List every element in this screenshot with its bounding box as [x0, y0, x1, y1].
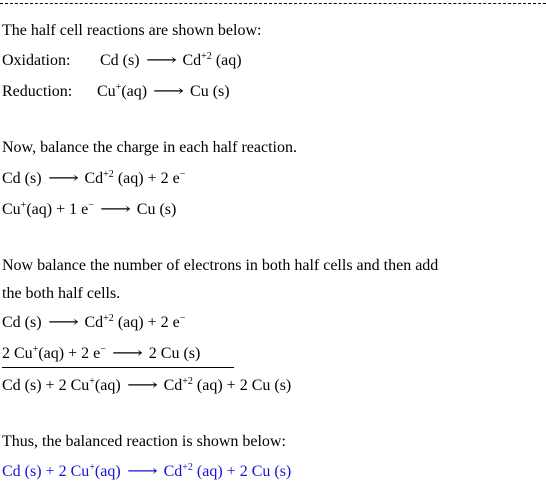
electron-balance-intro-line2: the both half cells.: [2, 285, 121, 302]
charge-balance-intro: Now, balance the charge in each half reaction.: [2, 139, 297, 156]
dashed-separator: [0, 3, 546, 4]
oxidation-reactant: Cd (s): [100, 52, 140, 69]
reaction-arrow: ⟶: [111, 345, 143, 362]
reaction-arrow: ⟶: [153, 83, 185, 100]
reduction-label: Reduction:: [2, 83, 73, 100]
reaction-arrow: ⟶: [145, 52, 177, 69]
reduction-equation: [2, 82, 230, 102]
sum-underline: [2, 367, 234, 368]
electron-balance-intro-line1: Now balance the number of electrons in both half cells and then add: [2, 257, 439, 274]
reaction-arrow: ⟶: [99, 201, 131, 218]
electron-balanced-reduction: 2 Cu+(aq) + 2 e− ⟶ 2 Cu (s): [2, 344, 201, 362]
charge-balanced-oxidation: Cd (s) ⟶ $Cd^{+2}$ (aq) + 2 e−: [2, 169, 186, 187]
final-balanced-equation: Cd (s) + 2 Cu+(aq) ⟶ $Cd^{+2}$ (aq) + 2 Cu (s): [2, 462, 292, 480]
oxidation-equation: [2, 51, 242, 71]
reaction-arrow: ⟶: [126, 463, 158, 480]
charge-balanced-reduction: Cu+(aq) + 1 e− ⟶ Cu (s): [2, 200, 177, 218]
intro-text: The half cell reactions are shown below:: [2, 22, 262, 39]
reduction-product: Cu (s): [190, 83, 230, 100]
reaction-arrow: ⟶: [47, 170, 79, 187]
reaction-arrow: ⟶: [47, 314, 79, 331]
summed-equation: Cd (s) + 2 Cu+(aq) ⟶ $Cd^{+2}$ (aq) + 2 Cu (s): [2, 376, 292, 394]
oxidation-product: $Cd^{+2}$ (aq): [182, 51, 242, 69]
oxidation-label: Oxidation:: [2, 52, 71, 69]
reduction-reactant: Cu+(aq): [97, 82, 148, 100]
conclusion-text: Thus, the balanced reaction is shown below:: [2, 433, 286, 450]
electron-balanced-oxidation: Cd (s) ⟶ $Cd^{+2}$ (aq) + 2 e−: [2, 313, 186, 331]
reaction-arrow: ⟶: [126, 377, 158, 394]
